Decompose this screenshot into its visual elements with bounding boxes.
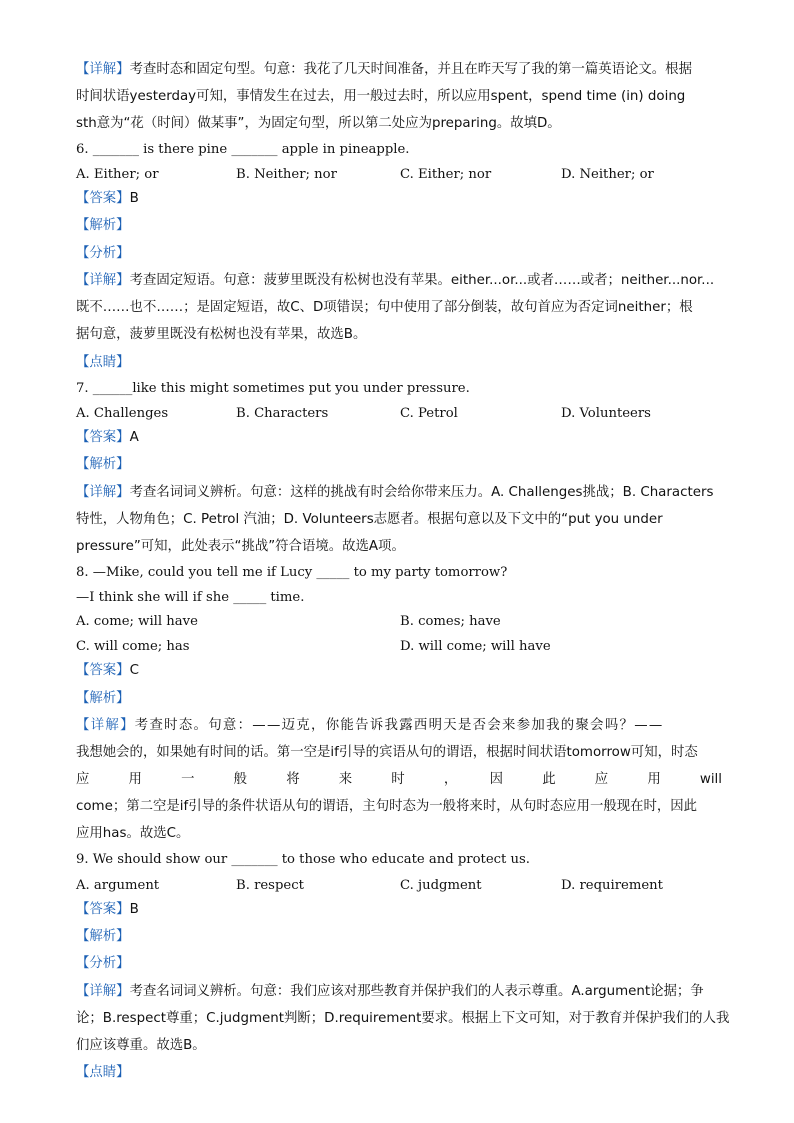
q7-detail-line-1: 【详解】考查名词词义辨析。句意：这样的挑战有时会给你带来压力。A. Challenges挑战；B. Characters xyxy=(76,485,714,500)
q6-fenxi-tag: 【分析】 xyxy=(76,246,130,261)
q6-comment-tag: 【点睛】 xyxy=(76,355,130,370)
q7-option-b: B. Characters xyxy=(236,406,329,421)
q7-option-a: A. Challenges xyxy=(76,406,169,421)
q8-stem-1: 8. —Mike, could you tell me if Lucy _____ to my party tomorrow? xyxy=(76,565,508,580)
detail-tag: 【详解】 xyxy=(76,62,130,77)
q8-detail-line-4: come；第二空是if引导的条件状语从句的谓语，主句时态为一般将来时，从句时态应用一般现在时，因此 xyxy=(76,799,698,814)
q6-detail-line-2: 既不……也不……；是固定短语，故C、D项错误；句中使用了部分倒装，故句首应为否定词neither；根 xyxy=(76,300,693,315)
q8-detail-line-3: 应 用 一 般 将 来 时 ， 因 此 应 用 will xyxy=(76,772,722,787)
q8-option-b: B. comes; have xyxy=(400,614,501,629)
q7-option-c: C. Petrol xyxy=(400,406,458,421)
q7-option-d: D. Volunteers xyxy=(561,406,651,421)
q8-stem-2: —I think she will if she _____ time. xyxy=(76,590,305,605)
q8-option-c: C. will come; has xyxy=(76,639,190,654)
prev-explain-line-3: sth意为“花（时间）做某事”，为固定句型，所以第二处应为preparing。故填D。 xyxy=(76,116,561,131)
q8-detail-line-2: 我想她会的，如果她有时间的话。第一空是if引导的宾语从句的谓语，根据时间状语tomorrow可知，时态 xyxy=(76,745,698,760)
q9-detail-line-2: 论；B.respect尊重；C.judgment判断；D.requirement要求。根据上下文可知，对于教育并保护我们的人我 xyxy=(76,1011,730,1026)
q9-detail-line-1: 【详解】考查名词词义辨析。句意：我们应该对那些教育并保护我们的人表示尊重。A.argument论据；争 xyxy=(76,984,704,999)
q7-detail-line-2: 特性，人物角色；C. Petrol 汽油；D. Volunteers志愿者。根据句意以及下文中的“put you under xyxy=(76,512,663,527)
q6-detail-line-3: 据句意，菠萝里既没有松树也没有苹果，故选B。 xyxy=(76,327,367,342)
q9-option-d: D. requirement xyxy=(561,878,663,893)
prev-explain-line-1: 【详解】考查时态和固定句型。句意：我花了几天时间准备，并且在昨天写了我的第一篇英语论文。根据 xyxy=(76,62,692,77)
q6-option-c: C. Either; nor xyxy=(400,167,492,182)
q6-analysis-tag: 【解析】 xyxy=(76,218,130,233)
q8-detail-line-1: 【详解】考查时态。句意：——迈克，你能告诉我露西明天是否会来参加我的聚会吗？—— xyxy=(76,718,664,733)
q8-option-d: D. will come; will have xyxy=(400,639,551,654)
q9-analysis-tag: 【解析】 xyxy=(76,929,130,944)
q6-answer: 【答案】B xyxy=(76,191,139,206)
prev-explain-line-2: 时间状语yesterday可知，事情发生在过去，用一般过去时，所以应用spent，spend time (in) doing xyxy=(76,89,686,104)
q9-option-b: B. respect xyxy=(236,878,304,893)
q9-option-a: A. argument xyxy=(76,878,160,893)
q6-option-a: A. Either; or xyxy=(76,167,159,182)
q8-option-a: A. come; will have xyxy=(76,614,198,629)
q7-detail-line-3: pressure”可知，此处表示“挑战”符合语境。故选A项。 xyxy=(76,539,405,554)
q8-detail-line-5: 应用has。故选C。 xyxy=(76,826,190,841)
q9-fenxi-tag: 【分析】 xyxy=(76,956,130,971)
q8-analysis-tag: 【解析】 xyxy=(76,691,130,706)
q7-answer: 【答案】A xyxy=(76,430,139,445)
q9-answer: 【答案】B xyxy=(76,902,139,917)
q9-detail-line-3: 们应该尊重。故选B。 xyxy=(76,1038,206,1053)
q7-analysis-tag: 【解析】 xyxy=(76,457,130,472)
q6-stem: 6. _______ is there pine _______ apple in pineapple. xyxy=(76,142,410,157)
q6-option-d: D. Neither; or xyxy=(561,167,654,182)
q9-comment-tag: 【点睛】 xyxy=(76,1065,130,1080)
q6-detail-line-1: 【详解】考查固定短语。句意：菠萝里既没有松树也没有苹果。either...or...或者……或者；neither...nor... xyxy=(76,273,715,288)
q9-option-c: C. judgment xyxy=(400,878,482,893)
q9-stem: 9. We should show our _______ to those who educate and protect us. xyxy=(76,852,530,867)
q8-answer: 【答案】C xyxy=(76,663,139,678)
q6-option-b: B. Neither; nor xyxy=(236,167,337,182)
q7-stem: 7. ______like this might sometimes put you under pressure. xyxy=(76,381,470,396)
